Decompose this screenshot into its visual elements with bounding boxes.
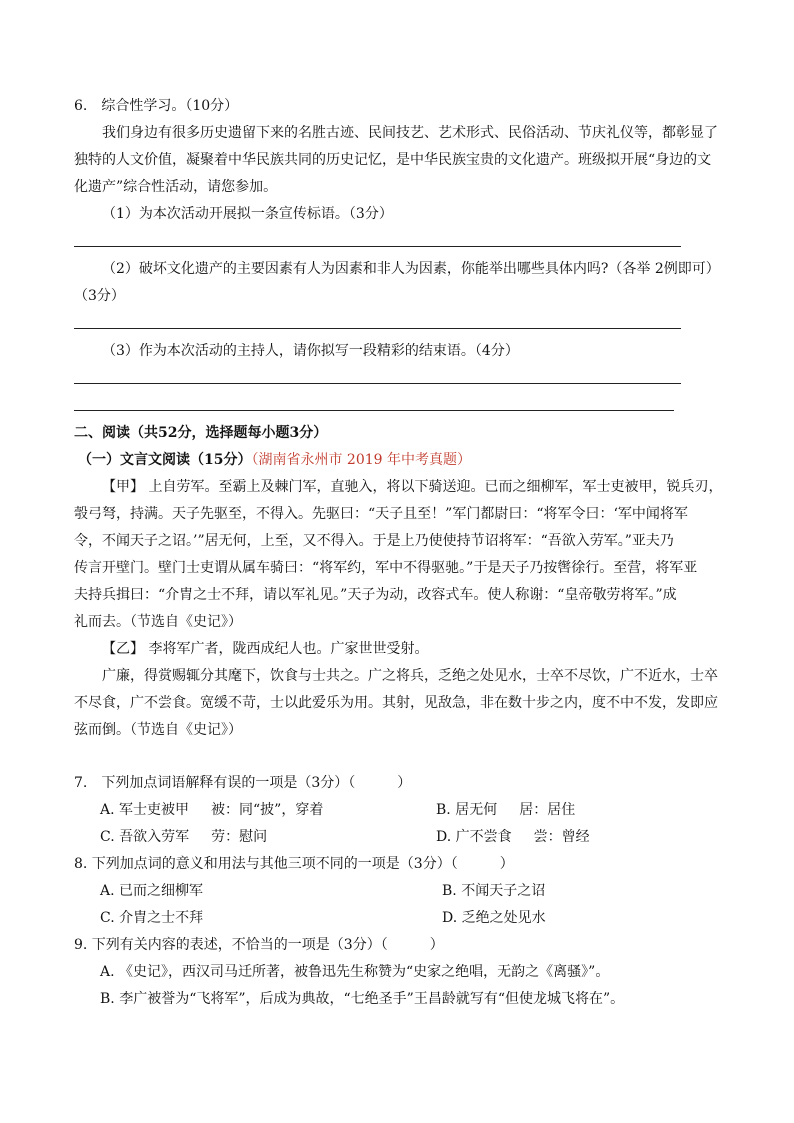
passage-jia-line-3: 令，不闻天子之诏。’”居无何，上至，又不得入。于是上乃使使持节诏将军：“吾欲入劳军。”亚夫乃 [74, 533, 674, 549]
q7-option-b-word: B. 居无何 [436, 802, 498, 818]
q7-option-c[interactable] [100, 827, 267, 847]
passage-yi-line-2: 广廉，得赏赐辄分其麾下，饮食与士共之。广之将兵，乏绝之处见水，士卒不尽饮，广不近水，士卒 [102, 668, 718, 684]
q7-option-b[interactable] [436, 800, 575, 820]
q7-option-a-def: 被：同“披”，穿着 [211, 802, 324, 818]
q6-intro-line-2: 独特的人文价值，凝聚着中华民族共同的历史记忆，是中华民族宝贵的文化遗产。班级拟开展“身边的文 [74, 152, 712, 168]
q6-sub1: （1）为本次活动开展拟一条宣传标语。（3分） [102, 206, 393, 222]
answer-line-4[interactable] [74, 410, 674, 411]
passage-jia-line-1: 【甲】 上自劳军。至霸上及棘门军，直驰入，将以下骑送迎。已而之细柳军，军士吏被甲，锐兵刃， [102, 479, 723, 495]
section-heading: 二、阅读（共52分，选择题每小题3分） [74, 425, 328, 441]
passage-jia-line-6: 礼而去。（节选自《史记》） [74, 614, 242, 630]
passage-jia-line-5: 夫持兵揖曰：“介胄之士不拜，请以军礼见。”天子为动，改容式车。使人称谢：“皇帝敬劳将军。”成 [74, 587, 677, 603]
q6-sub2-line-2: （3分） [74, 288, 125, 304]
source-note: （湖南省永州市 2019 年中考真题） [251, 452, 472, 468]
answer-line-3[interactable] [74, 383, 681, 384]
q7-option-c-def: 劳：慰问 [211, 829, 268, 845]
q6-intro-line-3: 化遗产”综合性活动，请您参加。 [74, 179, 278, 195]
q9-option-b[interactable]: B. 李广被誉为“飞将军”，后成为典故，“七绝圣手”王昌龄就写有“但使龙城飞将在”。 [100, 991, 625, 1007]
passage-yi-line-1: 【乙】 李将军广者，陇西成纪人也。广家世世受射。 [102, 641, 429, 657]
q8-option-b[interactable]: B. 不闻天子之诏 [442, 883, 546, 899]
q7-option-a-word: A. 军士吏被甲 [100, 802, 190, 818]
passage-yi-line-3: 不尽食，广不尝食。宽缓不苛，士以此爱乐为用。其射，见敌急，非在数十步之内，度不中不发，发即应 [74, 695, 718, 711]
q7-option-c-word: C. 吾欲入劳军 [100, 829, 190, 845]
passage-jia-line-2: 彀弓弩，持满。天子先驱至，不得入。先驱曰：“天子且至！”军门都尉曰：“将军令曰：‘军中闻将军 [74, 506, 688, 522]
answer-line-2[interactable] [74, 328, 681, 329]
passage-yi-line-4: 弦而倒。（节选自《史记》） [74, 722, 242, 738]
q7-option-d[interactable] [436, 827, 590, 847]
answer-line-1[interactable] [74, 246, 681, 247]
passage-jia-line-4: 传言开壁门。壁门士吏谓从属车骑曰：“将军约，军中不得驱驰。”于是天子乃按辔徐行。至营，将军亚 [74, 560, 698, 576]
q7-stem: 7. 下列加点词语解释有误的一项是（3分）（ ） [74, 775, 412, 791]
q6-sub3: （3）作为本次活动的主持人，请你拟写一段精彩的结束语。（4分） [102, 343, 519, 359]
q8-option-d[interactable]: D. 乏绝之处见水 [442, 910, 546, 926]
q6-sub2-line-1: （2）破坏文化遗产的主要因素有人为因素和非人为因素，你能举出哪些具体内吗?（各举 2例即可） [102, 261, 720, 277]
q7-option-b-def: 居：居住 [519, 802, 576, 818]
subsection-title: （一）文言文阅读（15分） [78, 452, 252, 468]
q8-option-c[interactable]: C. 介胄之士不拜 [100, 910, 204, 926]
q7-option-d-word: D. 广不尝食 [436, 829, 512, 845]
q9-option-a[interactable]: A. 《史记》，西汉司马迁所著，被鲁迅先生称赞为“史家之绝唱，无韵之《离骚》”。 [100, 964, 610, 980]
q7-option-a[interactable] [100, 800, 323, 820]
q6-intro-line-1: 我们身边有很多历史遗留下来的名胜古迹、民间技艺、艺术形式、民俗活动、节庆礼仪等，都彰显了 [102, 125, 718, 141]
subsection-heading [78, 450, 471, 470]
q8-option-a[interactable]: A. 已而之细柳军 [100, 883, 204, 899]
q6-title: 6. 综合性学习。（10分） [74, 98, 239, 114]
q8-stem: 8. 下列加点词的意义和用法与其他三项不同的一项是（3分）（ ） [74, 856, 514, 872]
q7-option-d-def: 尝：曾经 [533, 829, 590, 845]
q9-stem: 9. 下列有关内容的表述，不恰当的一项是（3分）（ ） [74, 937, 444, 953]
